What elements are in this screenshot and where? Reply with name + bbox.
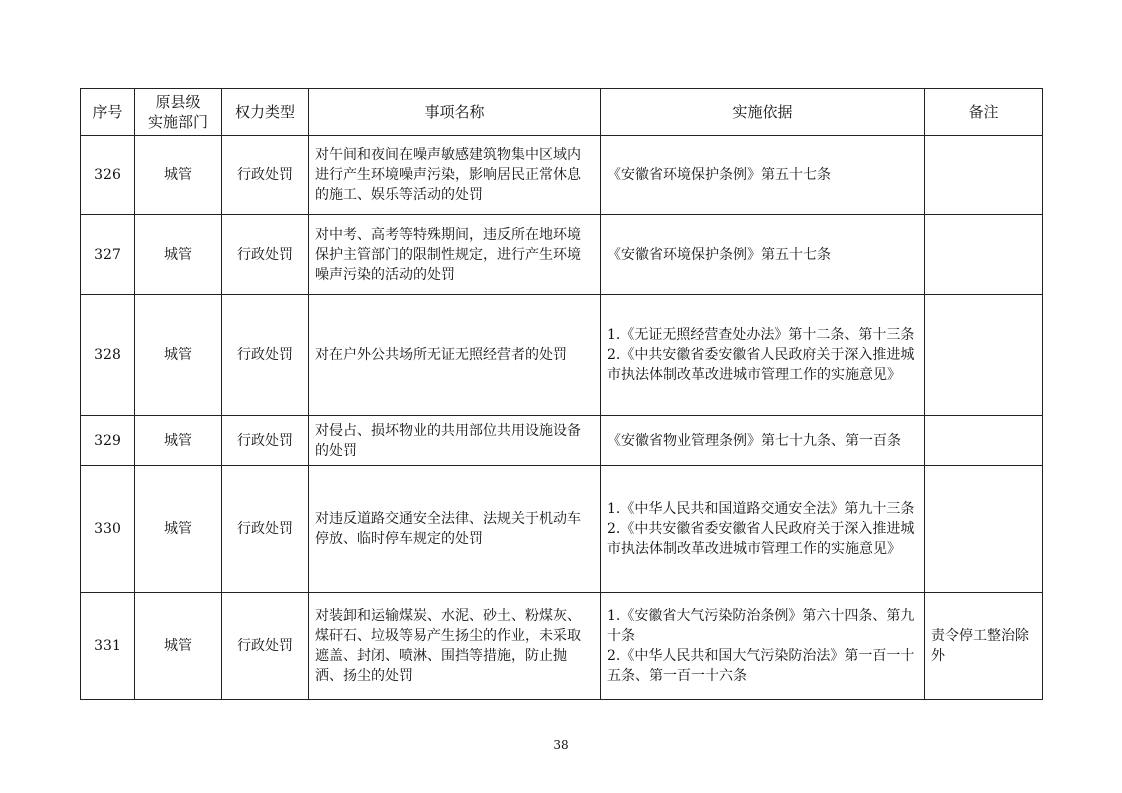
cell-type: 行政处罚 [222,593,309,700]
table-row [81,466,1043,593]
cell-basis: 《安徽省环境保护条例》第五十七条 [601,215,925,295]
cell-note [925,416,1043,466]
cell-dept: 城管 [135,215,222,295]
cell-seq: 327 [81,215,135,295]
cell-item: 对中考、高考等特殊期间，违反所在地环境保护主管部门的限制性规定，进行产生环境噪声污染的活动的处罚 [309,215,601,295]
cell-note: 责令停工整治除外 [925,593,1043,700]
table-row [81,215,1043,295]
cell-seq: 330 [81,466,135,593]
table-header-row [81,89,1043,136]
cell-item: 对装卸和运输煤炭、水泥、砂土、粉煤灰、煤矸石、垃圾等易产生扬尘的作业，未采取遮盖、封闭、喷淋、围挡等措施，防止抛洒、扬尘的处罚 [309,593,601,700]
table-row [81,295,1043,416]
cell-basis: 《安徽省环境保护条例》第五十七条 [601,136,925,215]
cell-item: 对在户外公共场所无证无照经营者的处罚 [309,295,601,416]
cell-seq: 328 [81,295,135,416]
cell-basis: 1.《中华人民共和国道路交通安全法》第九十三条 2.《中共安徽省委安徽省人民政府关于深入推进城市执法体制改革改进城市管理工作的实施意见》 [601,466,925,593]
cell-dept: 城管 [135,416,222,466]
cell-seq: 331 [81,593,135,700]
cell-seq: 326 [81,136,135,215]
cell-type: 行政处罚 [222,466,309,593]
cell-basis: 《安徽省物业管理条例》第七十九条、第一百条 [601,416,925,466]
cell-note [925,295,1043,416]
cell-type: 行政处罚 [222,295,309,416]
cell-item: 对违反道路交通安全法律、法规关于机动车停放、临时停车规定的处罚 [309,466,601,593]
table-row [81,136,1043,215]
power-list-table [80,88,1043,700]
cell-item: 对侵占、损坏物业的共用部位共用设施设备的处罚 [309,416,601,466]
cell-item: 对午间和夜间在噪声敏感建筑物集中区域内进行产生环境噪声污染，影响居民正常休息的施工、娱乐等活动的处罚 [309,136,601,215]
cell-note [925,136,1043,215]
header-item: 事项名称 [309,89,601,136]
cell-basis: 1.《安徽省大气污染防治条例》第六十四条、第九十条 2.《中华人民共和国大气污染防治法》第一百一十五条、第一百一十六条 [601,593,925,700]
cell-type: 行政处罚 [222,416,309,466]
cell-dept: 城管 [135,593,222,700]
cell-type: 行政处罚 [222,215,309,295]
cell-seq: 329 [81,416,135,466]
cell-dept: 城管 [135,136,222,215]
page-number: 38 [553,738,569,752]
header-dept: 原县级 实施部门 [135,89,222,136]
header-note: 备注 [925,89,1043,136]
header-basis: 实施依据 [601,89,925,136]
cell-type: 行政处罚 [222,136,309,215]
cell-note [925,215,1043,295]
header-seq: 序号 [81,89,135,136]
cell-note [925,466,1043,593]
cell-basis: 1.《无证无照经营查处办法》第十二条、第十三条 2.《中共安徽省委安徽省人民政府关于深入推进城市执法体制改革改进城市管理工作的实施意见》 [601,295,925,416]
cell-dept: 城管 [135,295,222,416]
header-type: 权力类型 [222,89,309,136]
cell-dept: 城管 [135,466,222,593]
table-row [81,593,1043,700]
table-row [81,416,1043,466]
